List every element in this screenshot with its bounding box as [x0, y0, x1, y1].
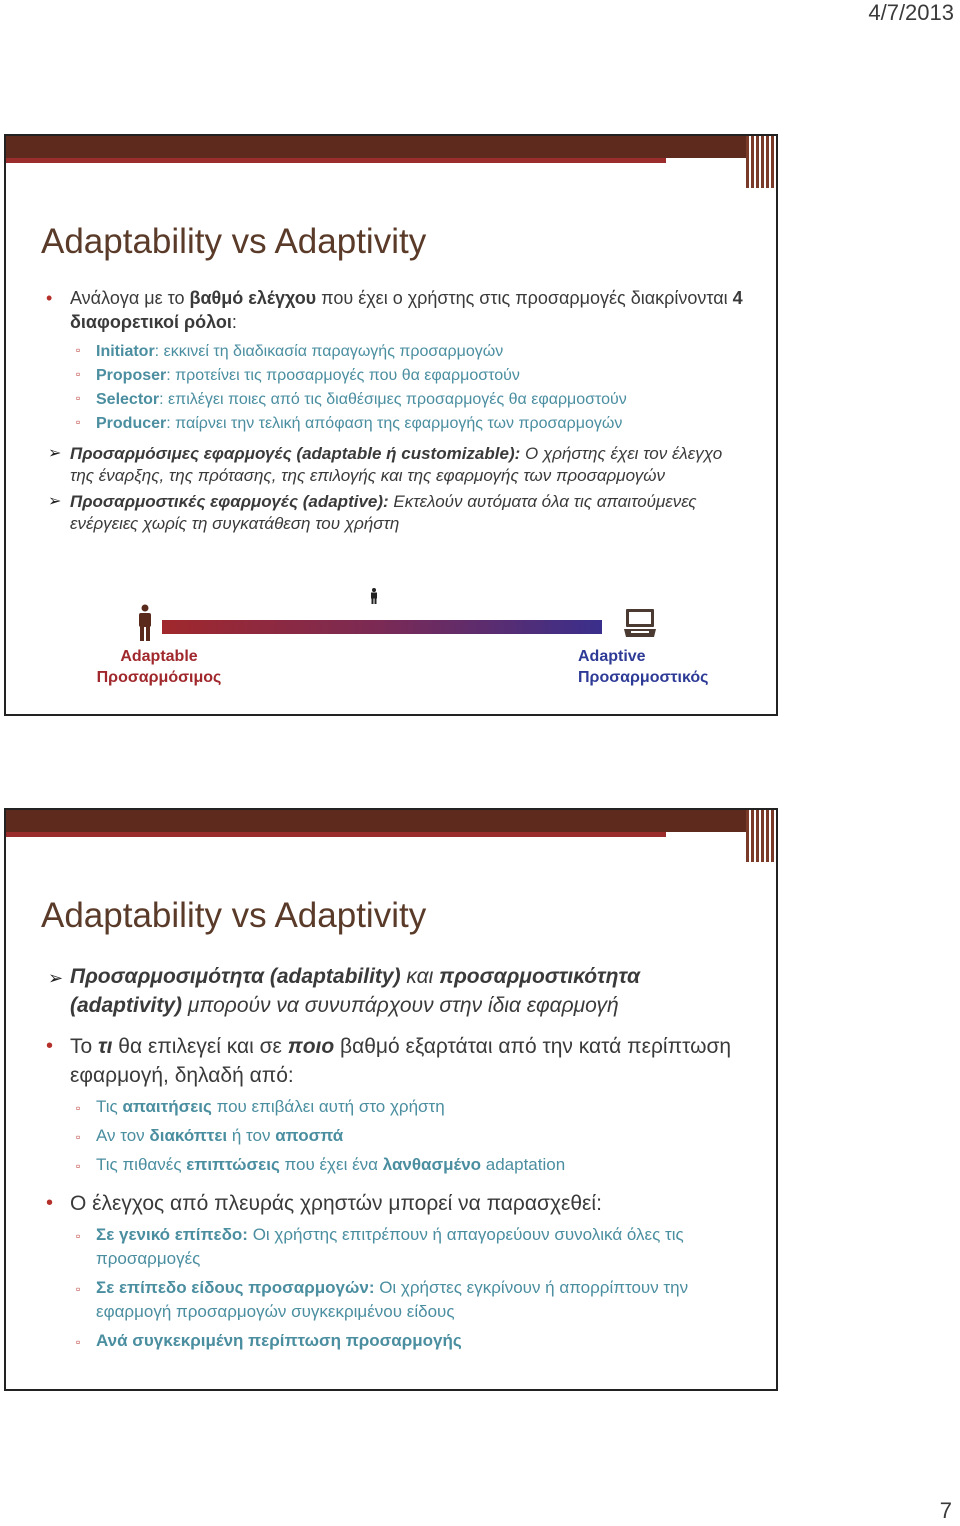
square-bullet-icon: ▫ — [76, 1159, 81, 1173]
slide-banner — [6, 810, 776, 832]
bullet-depends — [46, 1032, 746, 1090]
factor-text: που έχει ένα — [279, 1155, 383, 1174]
slide-1 — [4, 134, 778, 716]
depends-bold-which: ποιο — [287, 1035, 335, 1058]
role-item — [46, 412, 746, 435]
arrow-bullet-icon: ➢ — [48, 445, 62, 462]
level-bold: Σε γενικό επίπεδο: — [96, 1225, 248, 1244]
square-bullet-icon: ▫ — [76, 1282, 81, 1296]
slide-banner-accent — [6, 832, 666, 837]
adaptive-label — [578, 646, 708, 688]
role-item — [46, 388, 746, 411]
adaptive-apps-item — [46, 491, 746, 535]
bullet-control — [46, 1189, 746, 1218]
role-desc: : επιλέγει ποιες από τις διαθέσιμες προσαρμογές θα εφαρμοστούν — [159, 391, 627, 408]
slide-banner — [6, 136, 776, 158]
bullet-dot-icon: • — [46, 1035, 54, 1057]
factor-bold: αποσπά — [275, 1126, 344, 1145]
factor-item — [46, 1153, 746, 1177]
coexist-bold-adaptivity: προσαρμοστικότητα (adaptivity) — [70, 965, 641, 1017]
adaptable-apps-text: Ο χρήστης έχει τον έλεγχο της έναρξης, της πρότασης, της επιλογής και της εφαρμογής των προσαρμογών — [70, 444, 723, 485]
level-item — [46, 1276, 746, 1324]
coexist-text: μπορούν να συνυπάρχουν στην ίδια εφαρμογή — [182, 994, 619, 1017]
laptop-icon — [623, 608, 657, 643]
level-item — [46, 1329, 746, 1353]
intro-bold-roles: 4 διαφορετικοί ρόλοι — [70, 288, 743, 332]
arrow-bullet-icon: ➢ — [48, 493, 62, 510]
role-name: Initiator — [96, 343, 155, 360]
square-bullet-icon: ▫ — [76, 391, 81, 405]
bullet-dot-icon: • — [46, 1192, 54, 1214]
factor-text: ή τον — [227, 1126, 276, 1145]
slide-banner-stripes — [746, 810, 776, 862]
factor-bold: επιπτώσεις — [186, 1155, 280, 1174]
intro-text: Ανάλογα με το — [70, 288, 190, 308]
intro-text-mid: που έχει ο χρήστης στις προσαρμογές διακρίνονται — [316, 288, 733, 308]
adaptive-apps-bold: Προσαρμοστικές εφαρμογές (adaptive): — [70, 492, 389, 511]
adaptability-spectrum-bar — [162, 620, 602, 634]
factor-bold: διακόπτει — [149, 1126, 228, 1145]
adaptable-label — [64, 646, 254, 688]
intro-bold-control: βαθμό ελέγχου — [189, 288, 317, 308]
bullet-intro — [46, 286, 746, 334]
coexist-text-mid: και — [400, 965, 440, 988]
factor-text: Αν τον — [96, 1126, 150, 1145]
square-bullet-icon: ▫ — [76, 343, 81, 357]
slide-banner-stripes — [746, 136, 776, 188]
page-date: 4/7/2013 — [868, 0, 954, 25]
factor-text: που επιβάλει αυτή στο χρήστη — [211, 1097, 445, 1116]
role-item — [46, 364, 746, 387]
role-desc: : παίρνει την τελική απόφαση της εφαρμογής των προσαρμογών — [166, 415, 623, 432]
coexist-bold-adaptability: Προσαρμοσιμότητα (adaptability) — [70, 965, 401, 988]
role-name: Proposer — [96, 367, 167, 384]
slide-title: Adaptability vs Adaptivity — [41, 222, 427, 261]
slide-2 — [4, 808, 778, 1391]
control-text: Ο έλεγχος από πλευράς χρηστών μπορεί να παρασχεθεί: — [70, 1192, 602, 1215]
adaptable-apps-bold: Προσαρμόσιμες εφαρμογές (adaptable ή customizable): — [70, 444, 521, 463]
bullet-dot-icon: • — [46, 288, 53, 308]
level-text: Οι χρήστης επιτρέπουν ή απαγορεύουν συνολικά όλες τις προσαρμογές — [96, 1225, 684, 1268]
square-bullet-icon: ▫ — [76, 415, 81, 429]
square-bullet-icon: ▫ — [76, 1130, 81, 1144]
page-number: 7 — [939, 1498, 952, 1523]
role-desc: : προτείνει τις προσαρμογές που θα εφαρμοστούν — [166, 367, 520, 384]
small-person-icon — [369, 588, 379, 609]
level-item — [46, 1223, 746, 1271]
person-icon — [136, 604, 154, 647]
depends-text-end: βαθμό εξαρτάται από την κατά περίπτωση εφαρμογή, δηλαδή από: — [70, 1035, 732, 1087]
factor-bold: λανθασμένο — [382, 1155, 482, 1174]
square-bullet-icon: ▫ — [76, 1335, 81, 1349]
adaptable-label-en: Adaptable — [120, 648, 198, 665]
square-bullet-icon: ▫ — [76, 367, 81, 381]
coexist-item — [46, 962, 746, 1020]
level-text: Οι χρήστες εγκρίνουν ή απορρίπτουν την εφαρμογή προσαρμογών συγκεκριμένου είδους — [96, 1278, 689, 1321]
square-bullet-icon: ▫ — [76, 1101, 81, 1115]
adaptive-apps-text: Εκτελούν αυτόματα όλα τις απαιτούμενες ενέργειες χωρίς τη συγκατάθεση του χρήστη — [70, 492, 697, 533]
role-name: Producer — [96, 415, 167, 432]
depends-text-mid: θα επιλεγεί και σε — [112, 1035, 288, 1058]
adaptable-apps-item — [46, 443, 746, 487]
role-desc: : εκκινεί τη διαδικασία παραγωγής προσαρμογών — [154, 343, 504, 360]
slide-body — [46, 962, 746, 1354]
slide-title: Adaptability vs Adaptivity — [41, 896, 427, 935]
level-bold: Σε επίπεδο είδους προσαρμογών: — [96, 1278, 375, 1297]
role-name: Selector — [96, 391, 160, 408]
slide-banner-accent — [6, 158, 666, 163]
adaptive-label-en: Adaptive — [578, 648, 646, 665]
adaptive-label-gr: Προσαρμοστικός — [578, 669, 709, 686]
arrow-bullet-icon: ➢ — [48, 968, 64, 988]
intro-colon: : — [231, 312, 237, 332]
depends-bold-what: τι — [98, 1035, 113, 1058]
square-bullet-icon: ▫ — [76, 1229, 81, 1243]
factor-text: Τις — [96, 1097, 123, 1116]
factor-text: Τις πιθανές — [96, 1155, 187, 1174]
factor-text: adaptation — [481, 1155, 566, 1174]
level-bold: Ανά συγκεκριμένη περίπτωση προσαρμογής — [96, 1331, 462, 1350]
role-item — [46, 340, 746, 363]
factor-item — [46, 1095, 746, 1119]
slide-body — [46, 286, 746, 535]
adaptable-label-gr: Προσαρμόσιμος — [96, 669, 222, 686]
factor-item — [46, 1124, 746, 1148]
depends-text: Το — [70, 1035, 99, 1058]
factor-bold: απαιτήσεις — [122, 1097, 212, 1116]
